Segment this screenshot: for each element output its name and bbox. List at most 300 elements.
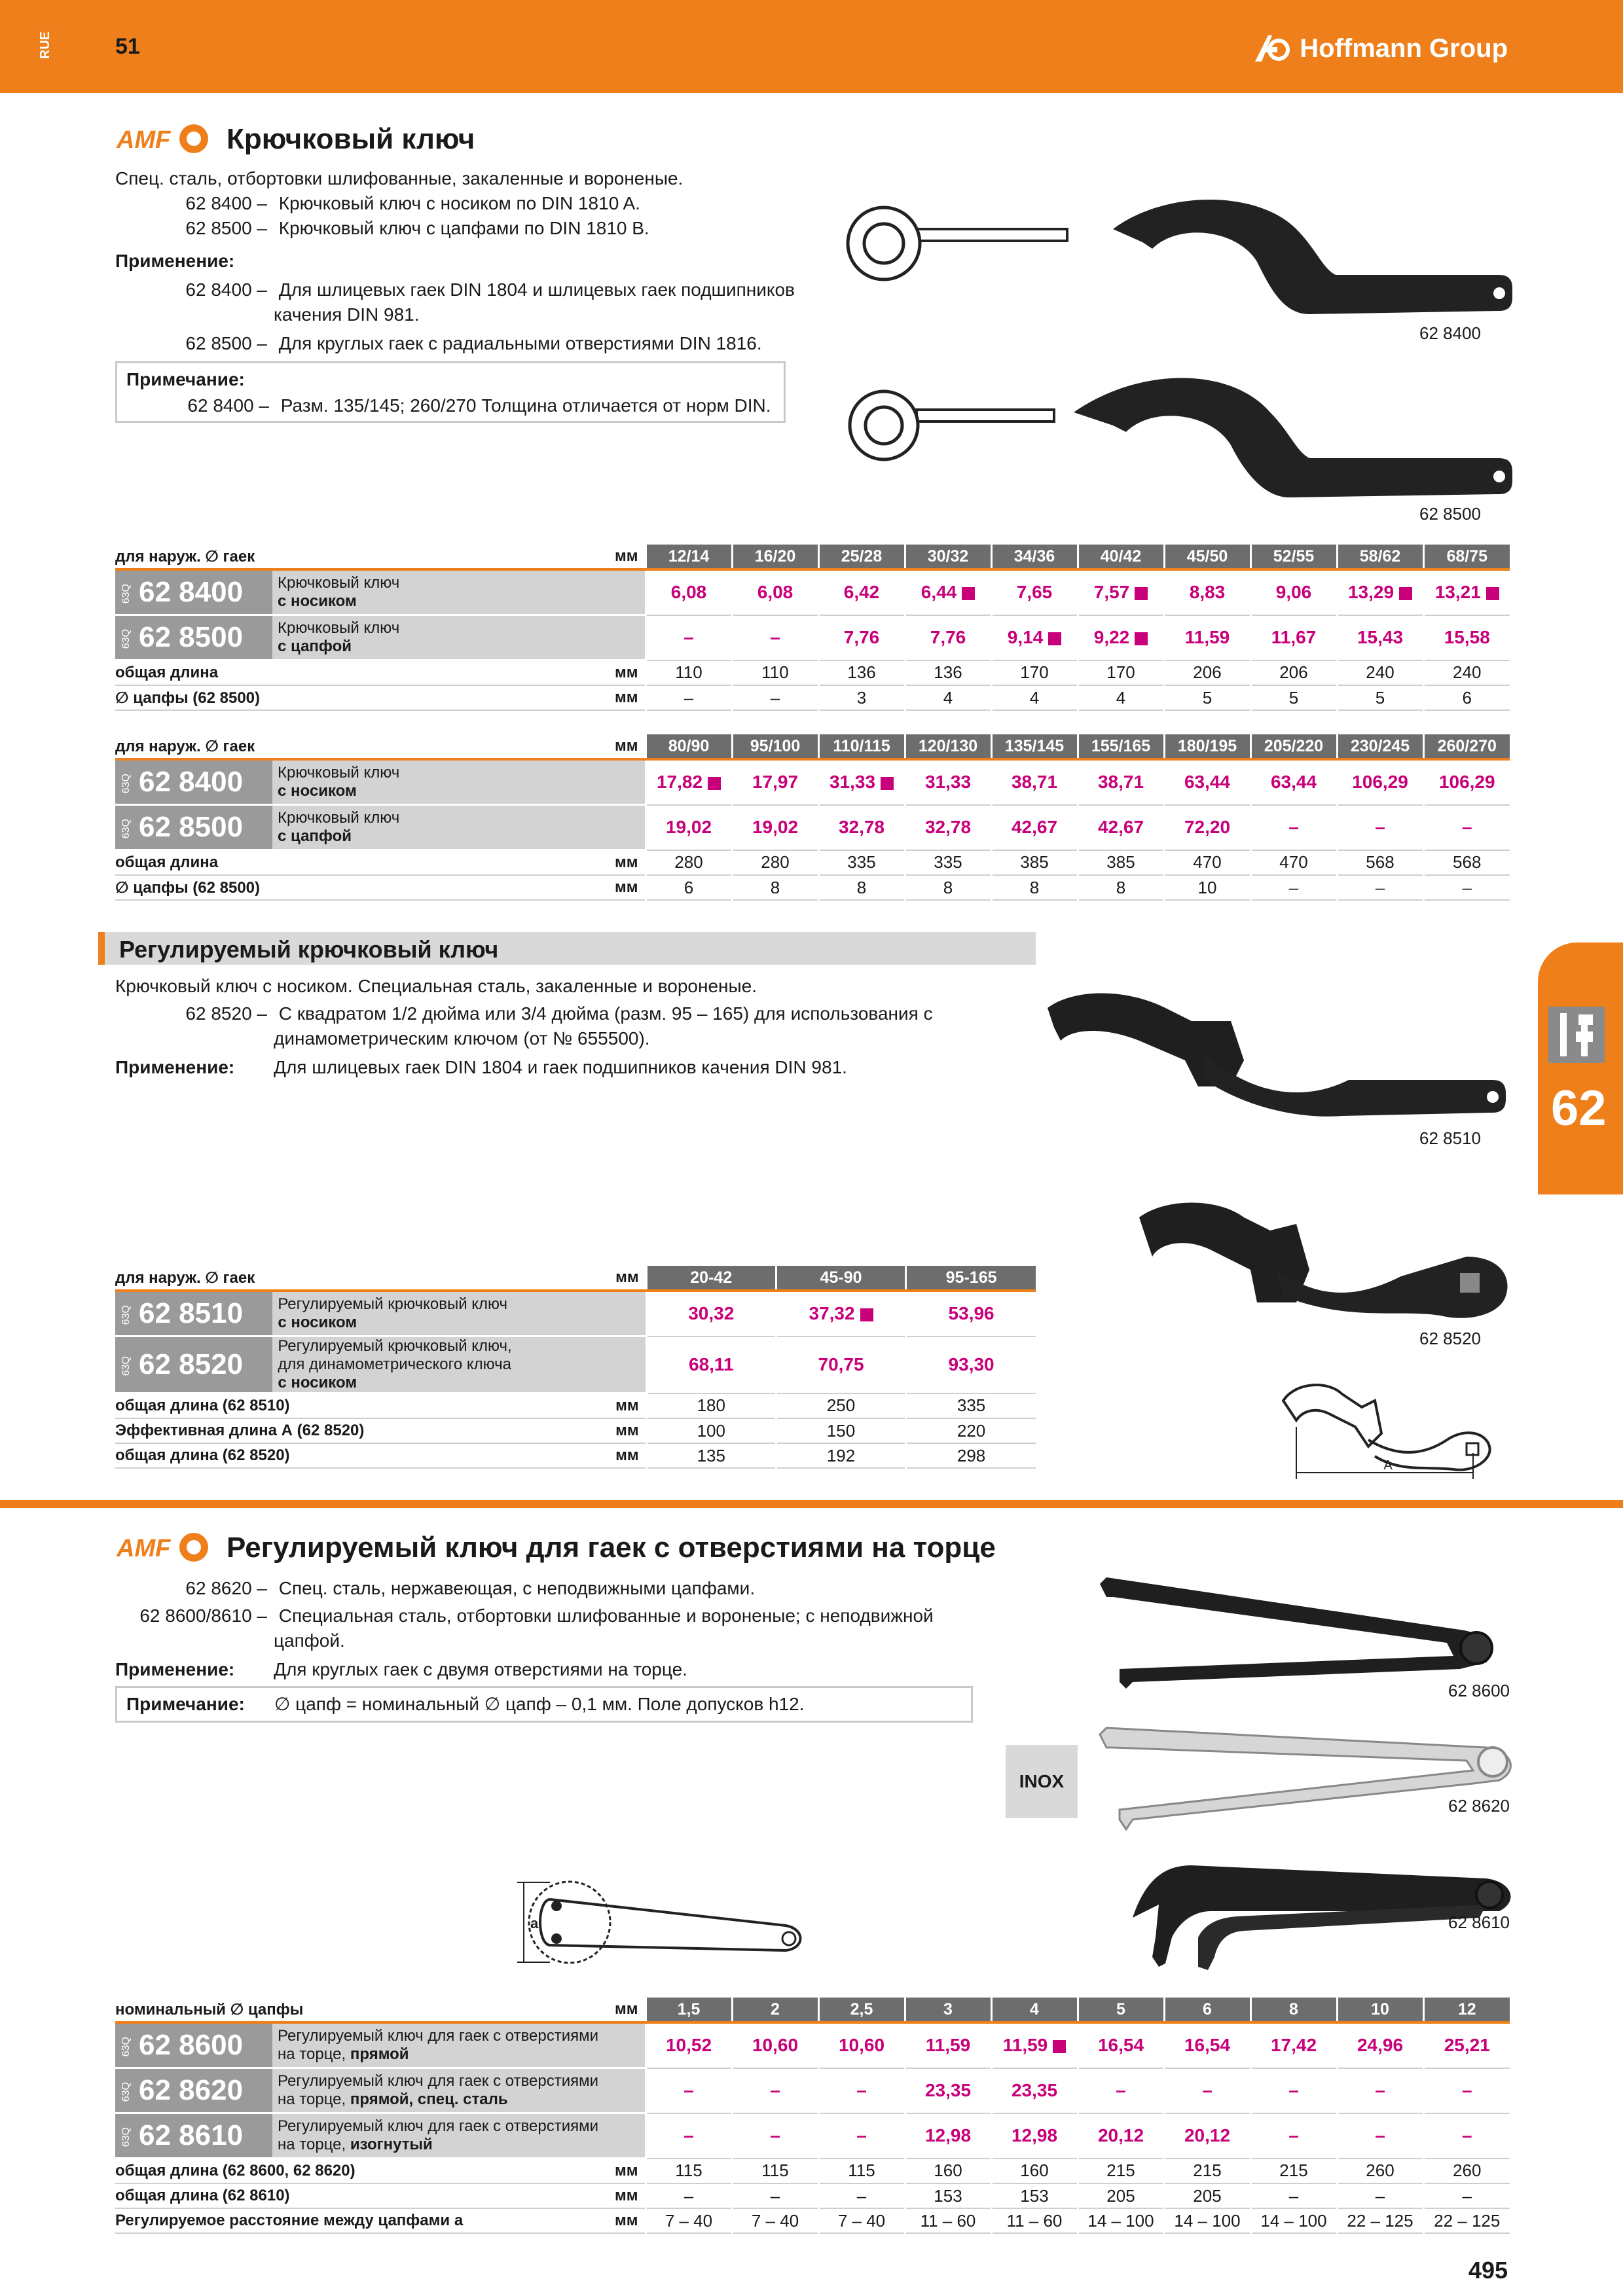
price-cell[interactable] [991, 2068, 1078, 2113]
price-cell[interactable] [818, 759, 905, 805]
spec-value: 8 [991, 875, 1078, 900]
image-caption-62-8510: 62 8510 [1419, 1128, 1481, 1148]
product-number[interactable] [115, 759, 272, 805]
price-cell[interactable] [1164, 615, 1250, 660]
size-cell: 230/245 [1337, 734, 1423, 759]
price-value: 7,76 [930, 627, 966, 647]
price-cell[interactable] [991, 2022, 1078, 2068]
price-value: – [1461, 817, 1472, 837]
price-value: – [1116, 2080, 1126, 2100]
spec-unit: мм [548, 1393, 646, 1419]
price-table-2 [115, 734, 1510, 901]
product-description [272, 759, 646, 805]
size-cell: 25/28 [818, 545, 905, 569]
size-cell: 45-90 [776, 1266, 905, 1291]
product-number[interactable] [115, 615, 272, 660]
price-cell[interactable] [1078, 2113, 1164, 2159]
price-cell[interactable] [1423, 2022, 1510, 2068]
price-cell[interactable] [991, 569, 1078, 615]
price-cell[interactable] [1250, 2068, 1337, 2113]
spec-row [115, 660, 1510, 686]
price-value: – [856, 2125, 867, 2145]
product-number[interactable] [115, 1291, 272, 1336]
price-cell[interactable] [1423, 2113, 1510, 2159]
spec-value: 4 [1078, 685, 1164, 710]
variant-code: 62 8520 – [185, 1003, 267, 1024]
image-caption-62-8610: 62 8610 [1448, 1912, 1510, 1932]
price-cell[interactable] [732, 615, 818, 660]
group-code: 63Q [120, 2037, 132, 2057]
size-cell: 180/195 [1164, 734, 1250, 759]
price-cell[interactable] [1164, 805, 1250, 850]
price-cell[interactable] [1337, 759, 1423, 805]
spec-value: 160 [991, 2159, 1078, 2184]
spec-value: 335 [906, 1393, 1036, 1419]
desc-line-1: Крючковый ключ [278, 574, 400, 592]
spec-label: Эффективная длина А (62 8520) [115, 1418, 548, 1443]
price-cell[interactable] [991, 759, 1078, 805]
size-cell: 52/55 [1250, 545, 1337, 569]
price-value: 8,83 [1189, 582, 1226, 603]
price-value: 30,32 [688, 1303, 735, 1324]
square-stock-icon [962, 587, 975, 600]
square-stock-icon [1048, 632, 1061, 645]
spec-value: 14 – 100 [1078, 2208, 1164, 2233]
price-cell[interactable] [1078, 805, 1164, 850]
price-value: – [1375, 817, 1385, 837]
spec-value: 470 [1164, 850, 1250, 876]
price-cell[interactable] [1250, 759, 1337, 805]
header-unit: мм [547, 545, 646, 569]
spec-value: 298 [906, 1443, 1036, 1468]
product-row [115, 1336, 1036, 1393]
price-value: – [856, 2080, 867, 2100]
price-value: 38,71 [1097, 772, 1144, 793]
price-cell[interactable] [1337, 2022, 1423, 2068]
price-value: 17,97 [752, 772, 799, 793]
price-table-1 [115, 545, 1510, 711]
price-cell[interactable] [1337, 2068, 1423, 2113]
spec-value: 280 [646, 850, 732, 876]
price-cell[interactable] [1078, 2068, 1164, 2113]
spec-unit: мм [547, 660, 646, 686]
price-cell[interactable] [1337, 569, 1423, 615]
size-cell: 30/32 [905, 545, 991, 569]
price-cell[interactable] [905, 2113, 991, 2159]
spec-row [115, 1443, 1036, 1468]
variant-text: С квадратом 1/2 дюйма или 3/4 дюйма (разм. 95 – 165) для использования с [278, 1003, 933, 1024]
price-cell[interactable] [1164, 2113, 1250, 2159]
group-code: 63Q [120, 774, 132, 794]
amf-logo-icon [115, 1529, 213, 1566]
price-value: – [770, 627, 780, 647]
spec-value: 192 [776, 1443, 905, 1468]
spec-value: – [1337, 875, 1423, 900]
price-cell[interactable] [646, 2022, 732, 2068]
price-cell[interactable] [1078, 2022, 1164, 2068]
price-cell[interactable] [991, 2113, 1078, 2159]
price-value: 70,75 [818, 1354, 864, 1374]
section3-variant-1 [115, 1576, 755, 1601]
spec-row [115, 1418, 1036, 1443]
price-cell[interactable] [1337, 805, 1423, 850]
price-value: 9,14 [1007, 627, 1044, 647]
size-cell: 110/115 [818, 734, 905, 759]
header-unit: мм [547, 1998, 646, 2022]
chapter-tab[interactable] [1538, 942, 1623, 1194]
size-cell: 68/75 [1423, 545, 1510, 569]
price-cell[interactable] [1423, 805, 1510, 850]
dimension-label-a: A [1383, 1458, 1393, 1473]
square-stock-icon [708, 777, 721, 790]
price-value: 25,21 [1444, 2035, 1490, 2056]
spec-row [115, 850, 1510, 876]
spec-unit: мм [547, 875, 646, 900]
price-cell[interactable] [1423, 615, 1510, 660]
price-cell[interactable] [732, 2068, 818, 2113]
size-cell: 58/62 [1337, 545, 1423, 569]
spec-value: 206 [1250, 660, 1337, 686]
spec-value: 7 – 40 [818, 2208, 905, 2233]
inox-badge: INOX [1006, 1745, 1078, 1818]
price-table-3 [115, 1266, 1036, 1469]
size-cell: 40/42 [1078, 545, 1164, 569]
price-value: – [1375, 2080, 1385, 2100]
product-number[interactable] [115, 2068, 272, 2113]
section-title-hook-wrench: Крючковый ключ [227, 123, 475, 155]
spec-value: 8 [732, 875, 818, 900]
spec-label: общая длина (62 8520) [115, 1443, 548, 1468]
price-cell[interactable] [646, 2113, 732, 2159]
price-value: 53,96 [948, 1303, 994, 1324]
price-cell[interactable] [732, 2113, 818, 2159]
price-value: 11,59 [1002, 2035, 1048, 2056]
desc-line-2: с носиком [278, 1374, 357, 1391]
price-cell[interactable] [646, 759, 732, 805]
desc-line-2: с носиком [278, 782, 357, 800]
size-cell: 45/50 [1164, 545, 1250, 569]
spec-row [115, 685, 1510, 710]
price-value: 7,57 [1093, 582, 1130, 603]
spec-label: общая длина [115, 850, 547, 876]
price-cell[interactable] [1423, 2068, 1510, 2113]
price-value: 31,33 [829, 772, 876, 793]
product-number[interactable] [115, 805, 272, 850]
spec-label: общая длина (62 8610) [115, 2183, 547, 2208]
spec-unit: мм [547, 685, 646, 710]
price-cell[interactable] [646, 1291, 776, 1336]
price-cell[interactable] [1337, 615, 1423, 660]
section3-note-box [115, 1686, 973, 1723]
price-value: – [1375, 2125, 1385, 2145]
hoffmann-logo-icon [1252, 33, 1294, 64]
price-value: 6,08 [757, 582, 793, 603]
size-cell: 6 [1164, 1998, 1250, 2022]
size-cell: 34/36 [991, 545, 1078, 569]
product-number[interactable] [115, 569, 272, 615]
price-value: – [1461, 2080, 1472, 2100]
price-cell[interactable] [991, 615, 1078, 660]
square-stock-icon [1135, 632, 1148, 645]
price-cell[interactable] [646, 569, 732, 615]
price-cell[interactable] [732, 759, 818, 805]
price-value: 10,52 [665, 2035, 712, 2056]
price-value: 17,42 [1270, 2035, 1317, 2056]
price-cell[interactable] [1078, 759, 1164, 805]
note-line [117, 393, 771, 418]
price-value: 68,11 [689, 1354, 734, 1374]
product-number-text: 62 8600 [139, 2029, 244, 2061]
product-description [272, 615, 646, 660]
size-cell: 16/20 [732, 545, 818, 569]
price-cell[interactable] [1164, 569, 1250, 615]
desc-line-2-prefix: на торце, [278, 2045, 350, 2063]
price-cell[interactable] [906, 1291, 1036, 1336]
spec-value: 5 [1164, 685, 1250, 710]
price-cell[interactable] [818, 615, 905, 660]
price-value: 42,67 [1011, 817, 1058, 837]
group-code: 63Q [120, 2082, 132, 2102]
price-value: 11,59 [1184, 627, 1230, 647]
price-cell[interactable] [776, 1336, 905, 1393]
price-cell[interactable] [1250, 569, 1337, 615]
price-value: 24,96 [1357, 2035, 1404, 2056]
spec-value: 110 [646, 660, 732, 686]
header-label: для наруж. ∅ гаек [115, 545, 547, 569]
price-cell[interactable] [1250, 615, 1337, 660]
group-code: 63Q [120, 629, 132, 649]
product-number-text: 62 8400 [139, 766, 244, 798]
variant-text: Специальная сталь, отбортовки шлифованные и вороненые; с неподвижной [278, 1605, 934, 1626]
section-separator [0, 1500, 1623, 1508]
desc-line-1b: для динамометрического ключа [278, 1355, 511, 1373]
section3-title: Регулируемый ключ для гаек с отверстиями на торце [227, 1532, 996, 1564]
header-unit: мм [548, 1266, 646, 1291]
product-number-text: 62 8500 [139, 811, 244, 843]
brand-logo[interactable] [1252, 31, 1508, 65]
spec-label: общая длина [115, 660, 547, 686]
spec-value: 4 [905, 685, 991, 710]
variant-code: 62 8600/8610 – [139, 1605, 267, 1626]
price-cell[interactable] [1250, 2113, 1337, 2159]
product-description [272, 2022, 646, 2068]
section2-variant [115, 1001, 933, 1026]
price-cell[interactable] [905, 569, 991, 615]
section3-variant-2 [115, 1604, 934, 1628]
price-cell[interactable] [818, 2022, 905, 2068]
price-cell[interactable] [1423, 759, 1510, 805]
size-cell: 10 [1337, 1998, 1423, 2022]
price-cell[interactable] [732, 2022, 818, 2068]
price-value: – [684, 627, 694, 647]
spec-value: 110 [732, 660, 818, 686]
spec-label: общая длина (62 8510) [115, 1393, 548, 1419]
pin-wrench-62-8620-image [1093, 1721, 1519, 1839]
square-stock-icon [1486, 587, 1499, 600]
dimension-label-a: a [530, 1915, 539, 1931]
amf-logo-2 [115, 1529, 213, 1566]
note-text: Разм. 135/145; 260/270 Толщина отличается от норм DIN. [280, 395, 771, 416]
desc-line-2-prefix: на торце, [278, 2090, 350, 2108]
price-cell[interactable] [905, 2022, 991, 2068]
header-label: номинальный ∅ цапфы [115, 1998, 547, 2022]
spec-value: 160 [905, 2159, 991, 2184]
square-stock-icon [1399, 587, 1412, 600]
image-caption-62-8520: 62 8520 [1419, 1329, 1481, 1348]
application-code: 62 8400 – [185, 279, 267, 300]
price-cell[interactable] [818, 805, 905, 850]
price-value: 93,30 [948, 1354, 994, 1374]
price-cell[interactable] [906, 1336, 1036, 1393]
price-value: 37,32 [809, 1303, 855, 1324]
price-value: 6,44 [921, 582, 957, 603]
price-cell[interactable] [905, 2068, 991, 2113]
price-value: 11,67 [1271, 627, 1317, 647]
desc-line-1: Крючковый ключ [278, 619, 400, 637]
size-cell: 5 [1078, 1998, 1164, 2022]
spec-row [115, 1393, 1036, 1419]
price-value: 31,33 [924, 772, 972, 793]
size-cell: 260/270 [1423, 734, 1510, 759]
price-cell[interactable] [1337, 2113, 1423, 2159]
group-code: 63Q [120, 819, 132, 839]
variant-code: 62 8400 – [185, 193, 267, 213]
spec-value: 5 [1250, 685, 1337, 710]
size-cell: 95-165 [906, 1266, 1036, 1291]
product-number[interactable] [115, 2022, 272, 2068]
price-cell[interactable] [646, 805, 732, 850]
spec-value: 170 [1078, 660, 1164, 686]
section2-title: Регулируемый крючковый ключ [119, 936, 499, 963]
price-cell[interactable] [1078, 569, 1164, 615]
spec-value: 115 [732, 2159, 818, 2184]
section2-application-label: Применение: [115, 1057, 235, 1077]
desc-line-1: Регулируемый ключ для гаек с отверстиями [278, 2117, 599, 2135]
price-cell[interactable] [1078, 615, 1164, 660]
price-value: – [1202, 2080, 1213, 2100]
price-value: 38,71 [1011, 772, 1058, 793]
adjustable-hook-wrench-62-8520-image [1126, 1191, 1519, 1322]
section1-application-1 [115, 278, 795, 302]
section1-intro: Спец. сталь, отбортовки шлифованные, закаленные и вороненые. [115, 168, 684, 188]
product-row [115, 759, 1510, 805]
spec-value: 115 [818, 2159, 905, 2184]
price-cell[interactable] [818, 2068, 905, 2113]
spec-value: 215 [1250, 2159, 1337, 2184]
spec-label: ∅ цапфы (62 8500) [115, 685, 547, 710]
spec-value: 100 [646, 1418, 776, 1443]
spec-value: 205 [1164, 2183, 1250, 2208]
price-cell[interactable] [776, 1291, 905, 1336]
application-code: 62 8500 – [185, 333, 267, 353]
price-cell[interactable] [1250, 2022, 1337, 2068]
price-value: 42,67 [1097, 817, 1144, 837]
price-cell[interactable] [818, 569, 905, 615]
price-value: 10,60 [752, 2035, 799, 2056]
price-cell[interactable] [905, 805, 991, 850]
desc-line-2: прямой [350, 2045, 409, 2063]
product-description [272, 2068, 646, 2113]
product-row [115, 805, 1510, 850]
spec-value: 115 [646, 2159, 732, 2184]
price-cell[interactable] [905, 615, 991, 660]
table-header-row [115, 1266, 1036, 1291]
price-value: 12,98 [924, 2125, 972, 2145]
product-number-text: 62 8510 [139, 1297, 244, 1329]
product-number-text: 62 8400 [139, 576, 244, 608]
price-cell[interactable] [646, 2068, 732, 2113]
size-cell: 120/130 [905, 734, 991, 759]
price-cell[interactable] [1164, 759, 1250, 805]
price-cell[interactable] [1164, 2022, 1250, 2068]
price-cell[interactable] [1164, 2068, 1250, 2113]
spec-unit: мм [548, 1418, 646, 1443]
price-cell[interactable] [1423, 569, 1510, 615]
spec-value: – [1423, 875, 1510, 900]
price-table-4 [115, 1998, 1510, 2234]
price-value: – [684, 2125, 694, 2145]
product-row [115, 615, 1510, 660]
table-header-row [115, 545, 1510, 569]
price-cell[interactable] [818, 2113, 905, 2159]
spec-value: 22 – 125 [1337, 2208, 1423, 2233]
desc-line-2-prefix: на торце, [278, 2136, 350, 2153]
price-cell[interactable] [905, 759, 991, 805]
note-code: 62 8400 – [187, 395, 269, 416]
product-row [115, 2022, 1510, 2068]
pin-wrench-62-8610-image [1093, 1839, 1519, 1977]
size-cell: 155/165 [1078, 734, 1164, 759]
price-cell[interactable] [1250, 805, 1337, 850]
spec-value: 240 [1423, 660, 1510, 686]
price-value: 6,42 [843, 582, 880, 603]
price-cell[interactable] [732, 805, 818, 850]
price-value: 23,35 [1011, 2080, 1058, 2100]
spec-row [115, 2208, 1510, 2233]
spec-label: общая длина (62 8600, 62 8620) [115, 2159, 547, 2184]
product-number[interactable] [115, 1336, 272, 1393]
price-cell[interactable] [991, 805, 1078, 850]
price-value: 32,78 [838, 817, 885, 837]
spec-value: 215 [1164, 2159, 1250, 2184]
section2-intro: Крючковый ключ с носиком. Специальная сталь, закаленные и вороненые. [115, 976, 757, 996]
size-cell: 3 [905, 1998, 991, 2022]
price-value: 23,35 [924, 2080, 972, 2100]
language-code: RUE [38, 31, 52, 60]
product-number[interactable] [115, 2113, 272, 2159]
chapter-number: 62 [1551, 1081, 1607, 1136]
section1-note-box [115, 361, 786, 423]
section3-application-label: Применение: [115, 1659, 235, 1679]
price-cell[interactable] [646, 1336, 776, 1393]
price-value: 13,21 [1434, 582, 1481, 603]
price-cell[interactable] [732, 569, 818, 615]
spec-value: 135 [646, 1443, 776, 1468]
section1-variant-2 [115, 216, 649, 241]
section2-application: Для шлицевых гаек DIN 1804 и гаек подшипников качения DIN 981. [274, 1057, 847, 1077]
size-cell: 12/14 [646, 545, 732, 569]
spec-value: 10 [1164, 875, 1250, 900]
spec-value: 14 – 100 [1250, 2208, 1337, 2233]
spec-value: – [646, 685, 732, 710]
spec-value: 335 [905, 850, 991, 876]
price-value: 16,54 [1097, 2035, 1144, 2056]
desc-line-1: Регулируемый ключ для гаек с отверстиями [278, 2027, 599, 2045]
spec-unit: мм [547, 850, 646, 876]
price-cell[interactable] [646, 615, 732, 660]
variant-text: Крючковый ключ с цапфами по DIN 1810 B. [278, 218, 649, 238]
page-number: 495 [1468, 2257, 1508, 2284]
